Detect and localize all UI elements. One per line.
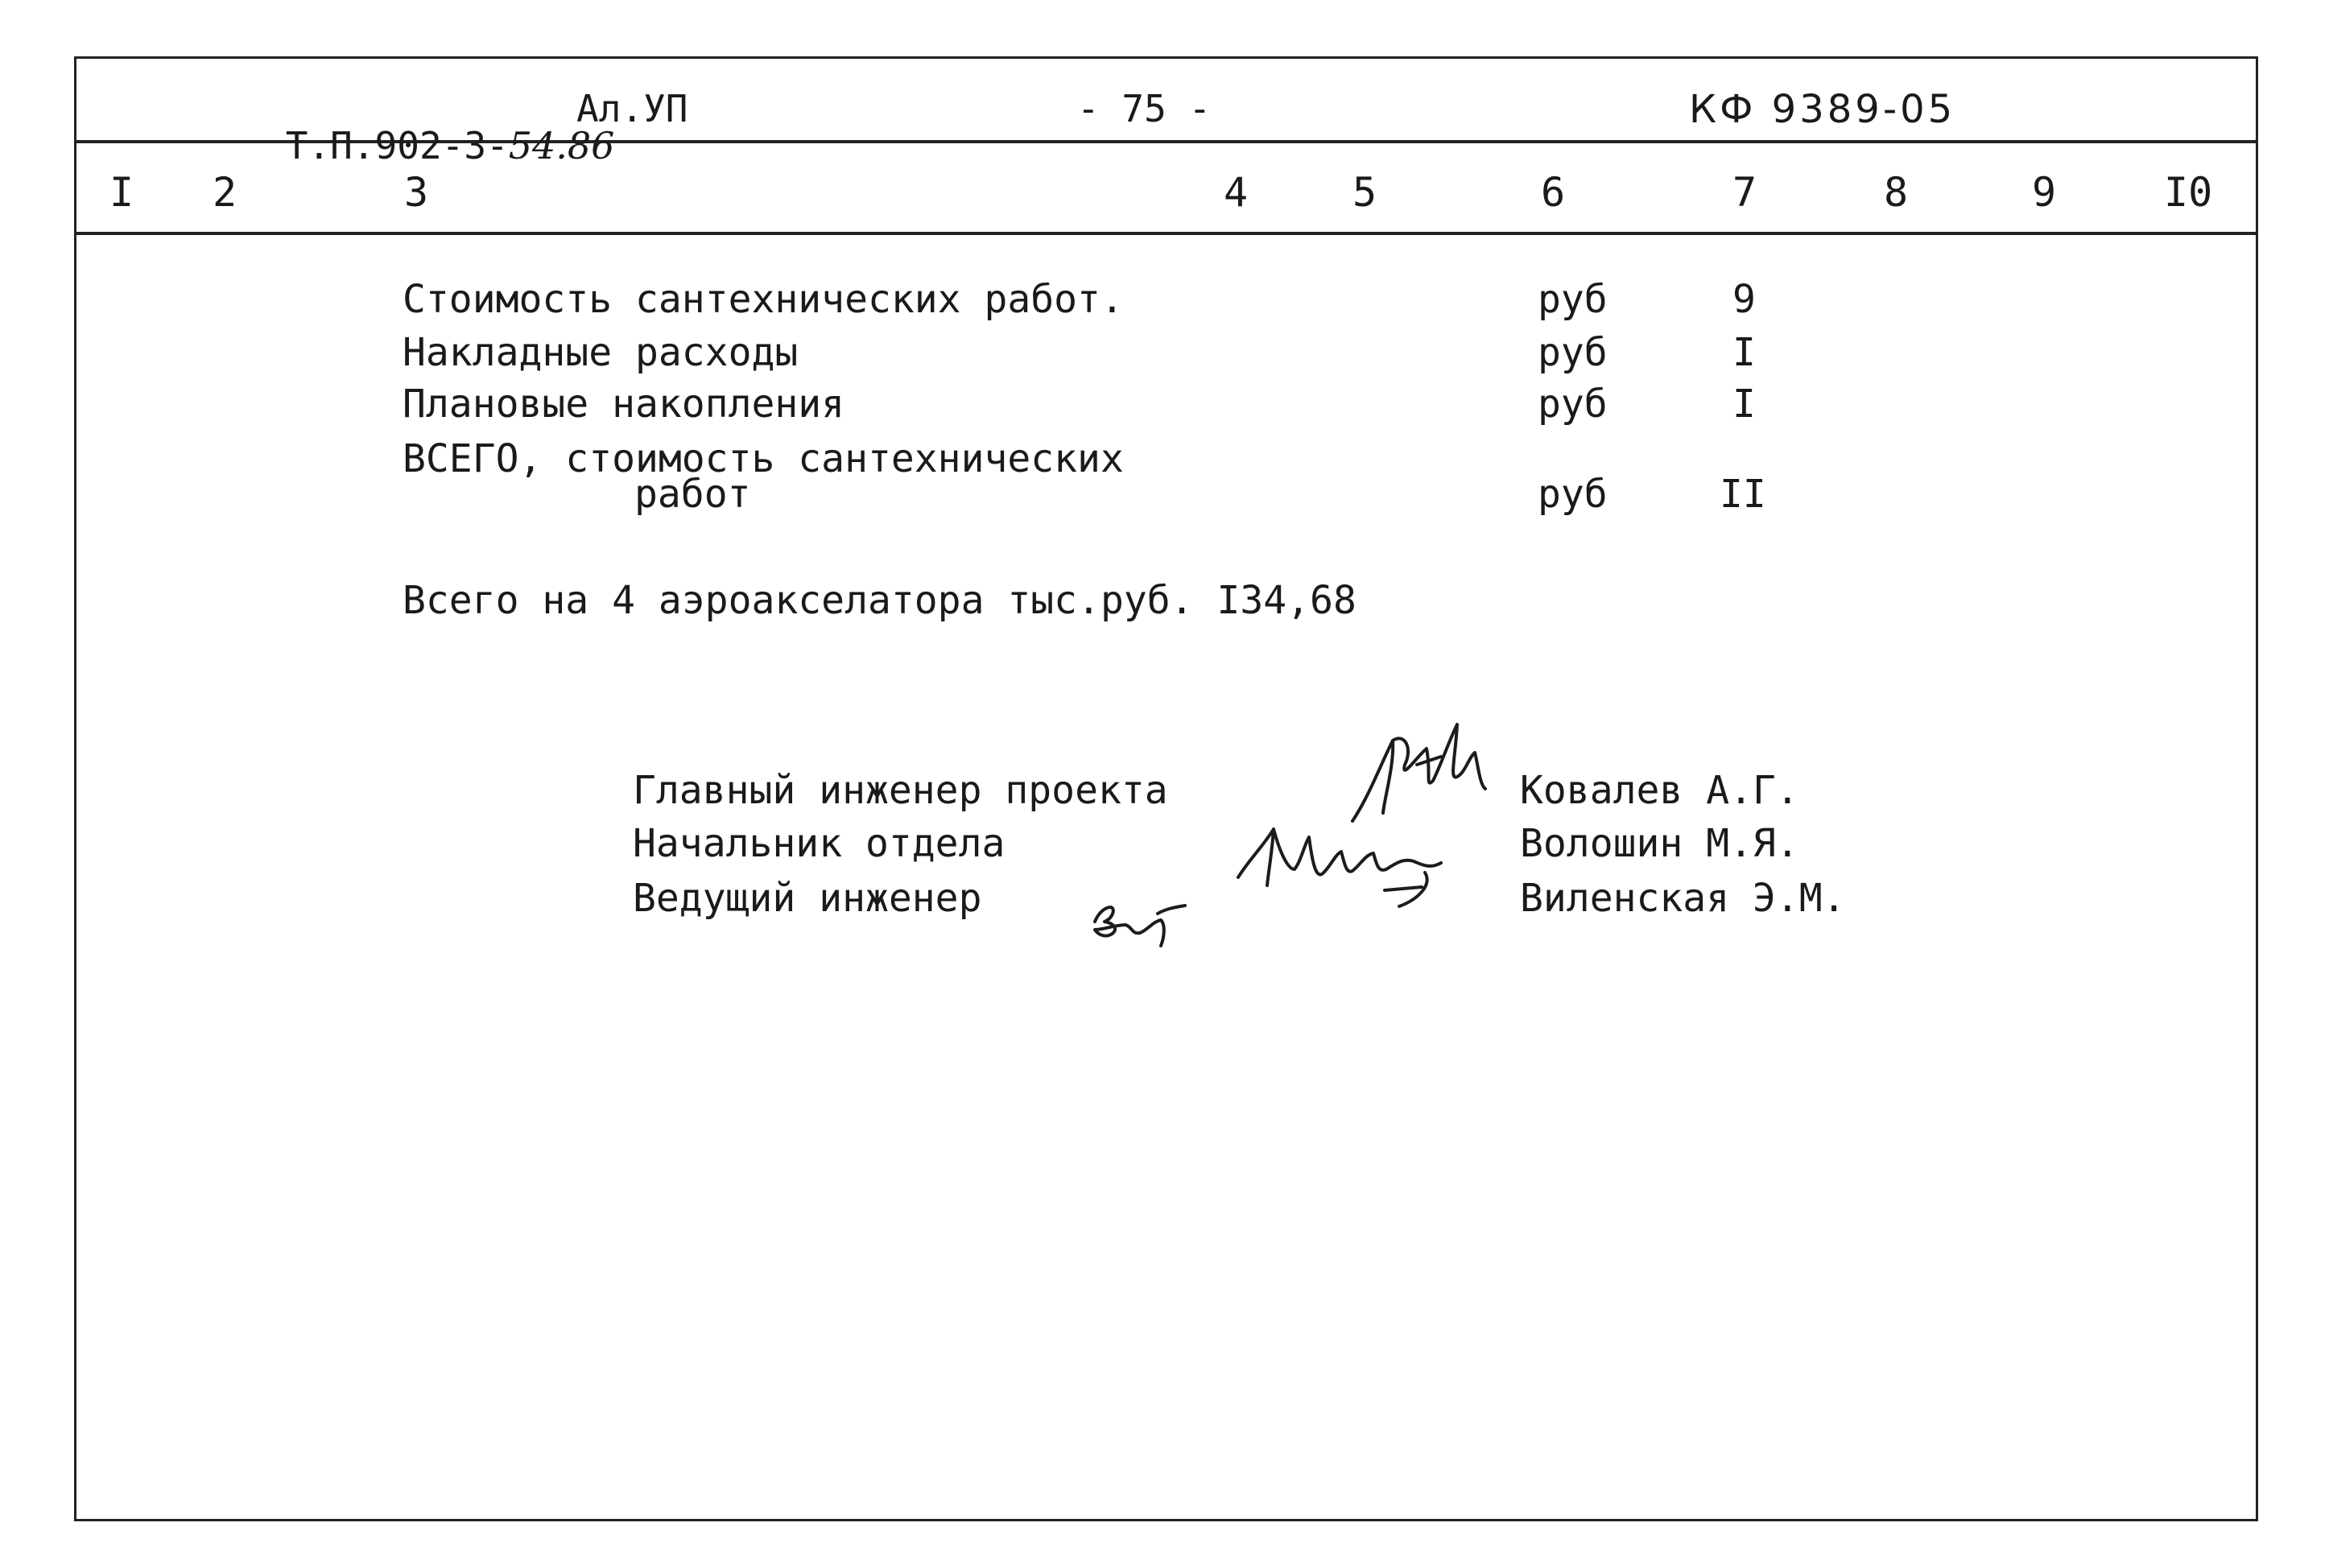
signatory-name: Волошин М.Я.	[1520, 821, 1799, 866]
signatory-name: Ковалев А.Г.	[1520, 768, 1799, 813]
signature-department-head	[1232, 813, 1457, 910]
column-number-9: 9	[2032, 169, 2057, 216]
grand-total: Всего на 4 аэроакселатора тыс.руб. I34,68	[403, 578, 1357, 623]
column-number-2: 2	[213, 169, 237, 216]
column-number-5: 5	[1352, 169, 1377, 216]
column-number-4: 4	[1224, 169, 1249, 216]
cost-row-value: I	[1732, 330, 1756, 375]
column-number-1: I	[109, 169, 134, 216]
cost-row-value: 9	[1732, 277, 1756, 322]
doc-code-printed: Т.П.902-3-	[285, 124, 509, 167]
column-number-10: I0	[2164, 169, 2213, 216]
doc-code-handwritten: 54.86	[508, 124, 615, 167]
column-number-7: 7	[1732, 169, 1757, 216]
cost-row-unit: руб	[1538, 277, 1608, 322]
signatory-position: Главный инженер проекта	[633, 768, 1168, 813]
total-row-unit: руб	[1538, 472, 1608, 517]
signatory-position: Начальник отдела	[633, 821, 1006, 866]
cost-row-name: Плановые накопления	[403, 382, 845, 427]
column-header-divider	[74, 232, 2258, 235]
signatory-position: Ведущий инженер	[633, 876, 982, 921]
cost-row-name: Накладные расходы	[403, 330, 799, 375]
total-row-value: II	[1720, 472, 1766, 517]
total-row-name-line2: работ	[634, 472, 751, 517]
cost-row-unit: руб	[1538, 382, 1608, 427]
total-row-name-line1: ВСЕГО, стоимость сантехнических	[403, 436, 1124, 481]
album-label: Ал.УП	[576, 87, 688, 130]
column-number-6: 6	[1541, 169, 1566, 216]
signatory-name: Виленская Э.М.	[1520, 876, 1846, 921]
cost-row-unit: руб	[1538, 330, 1608, 375]
column-number-8: 8	[1884, 169, 1909, 216]
cost-row-value: I	[1732, 382, 1756, 427]
cost-row-name: Стоимость сантехнических работ.	[403, 277, 1124, 322]
signature-chief-engineer	[1336, 708, 1489, 829]
signature-lead-engineer	[1087, 889, 1216, 954]
column-number-3: 3	[404, 169, 429, 216]
document-stamp: КФ 9389-05	[1689, 87, 1956, 132]
page-number: - 75 -	[1077, 87, 1212, 130]
